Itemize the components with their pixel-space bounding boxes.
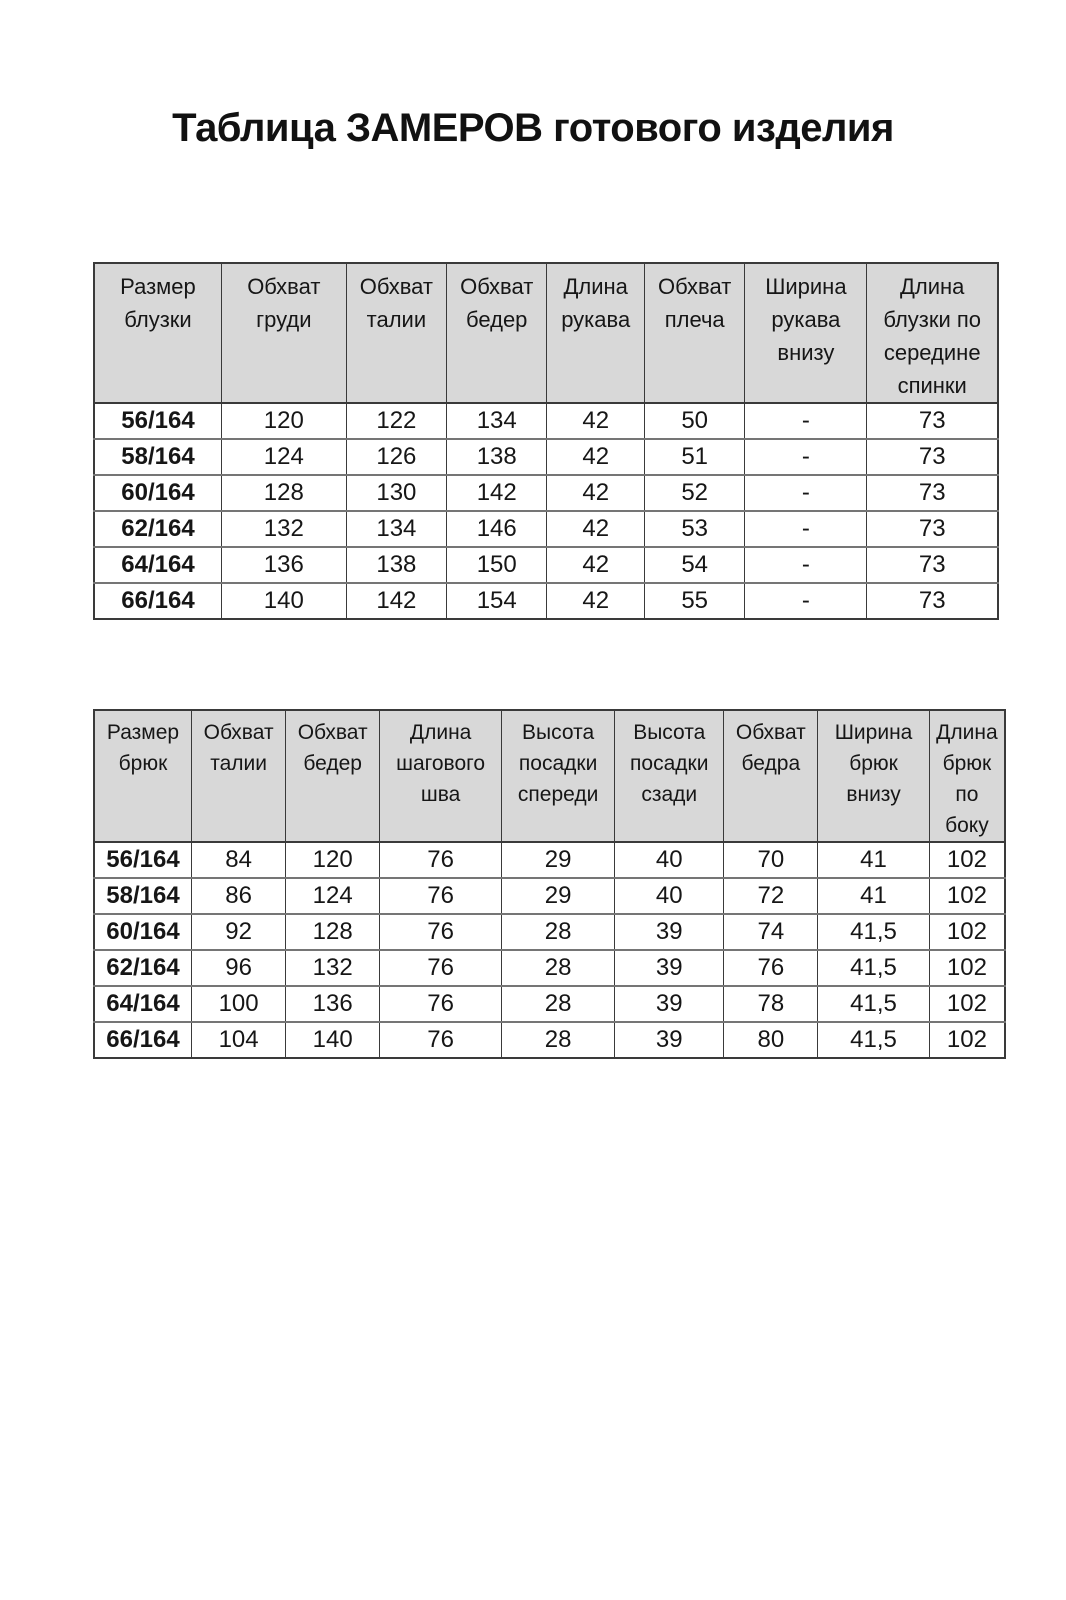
value-cell: 73 <box>867 439 998 475</box>
value-cell: 126 <box>346 439 446 475</box>
value-cell: 39 <box>615 986 724 1022</box>
value-cell: 86 <box>191 878 285 914</box>
value-cell: 80 <box>724 1022 818 1058</box>
value-cell: 50 <box>645 403 745 439</box>
pants-table-body <box>94 842 1005 1058</box>
value-cell: 128 <box>286 914 380 950</box>
value-cell: 76 <box>724 950 818 986</box>
value-cell: 136 <box>221 547 346 583</box>
value-cell: 72 <box>724 878 818 914</box>
value-cell: 76 <box>380 878 502 914</box>
value-cell: 76 <box>380 1022 502 1058</box>
page-title: Таблица ЗАМЕРОВ готового изделия <box>172 106 894 150</box>
value-cell: 42 <box>547 511 645 547</box>
value-cell: - <box>745 583 867 619</box>
value-cell: 42 <box>547 475 645 511</box>
header-cell: Длина шагового шва <box>380 710 502 842</box>
value-cell: 92 <box>191 914 285 950</box>
value-cell: 39 <box>615 1022 724 1058</box>
value-cell: 132 <box>286 950 380 986</box>
value-cell: 28 <box>502 986 615 1022</box>
value-cell: 73 <box>867 583 998 619</box>
size-cell: 58/164 <box>94 878 191 914</box>
header-cell: Высота посадки спереди <box>502 710 615 842</box>
value-cell: 28 <box>502 1022 615 1058</box>
value-cell: - <box>745 403 867 439</box>
value-cell: 40 <box>615 842 724 878</box>
value-cell: 120 <box>221 403 346 439</box>
header-cell: Длина рукава <box>547 263 645 403</box>
value-cell: 138 <box>346 547 446 583</box>
value-cell: 73 <box>867 475 998 511</box>
value-cell: 53 <box>645 511 745 547</box>
header-row <box>94 710 1005 842</box>
header-cell: Обхват талии <box>346 263 446 403</box>
size-cell: 56/164 <box>94 403 221 439</box>
header-cell: Высота посадки сзади <box>615 710 724 842</box>
header-cell: Обхват талии <box>191 710 285 842</box>
value-cell: 120 <box>286 842 380 878</box>
header-cell: Размер блузки <box>94 263 221 403</box>
value-cell: 102 <box>929 842 1005 878</box>
value-cell: - <box>745 439 867 475</box>
pants-table-header <box>94 710 1005 842</box>
value-cell: 41,5 <box>818 986 930 1022</box>
table-row <box>94 475 998 511</box>
header-cell: Обхват груди <box>221 263 346 403</box>
value-cell: 39 <box>615 914 724 950</box>
value-cell: 96 <box>191 950 285 986</box>
value-cell: 102 <box>929 878 1005 914</box>
value-cell: 102 <box>929 986 1005 1022</box>
value-cell: 76 <box>380 914 502 950</box>
table-row <box>94 439 998 475</box>
table-row <box>94 511 998 547</box>
value-cell: 76 <box>380 986 502 1022</box>
value-cell: 136 <box>286 986 380 1022</box>
value-cell: 142 <box>346 583 446 619</box>
value-cell: 51 <box>645 439 745 475</box>
header-cell: Обхват плеча <box>645 263 745 403</box>
value-cell: 41,5 <box>818 914 930 950</box>
value-cell: 41 <box>818 842 930 878</box>
value-cell: 39 <box>615 950 724 986</box>
table-row <box>94 950 1005 986</box>
table-row <box>94 914 1005 950</box>
header-cell: Длина брюк по боку <box>929 710 1005 842</box>
size-cell: 62/164 <box>94 511 221 547</box>
header-row <box>94 263 998 403</box>
size-cell: 66/164 <box>94 1022 191 1058</box>
value-cell: 104 <box>191 1022 285 1058</box>
value-cell: 41 <box>818 878 930 914</box>
table-row <box>94 986 1005 1022</box>
header-cell: Ширина рукава внизу <box>745 263 867 403</box>
value-cell: 124 <box>221 439 346 475</box>
value-cell: 132 <box>221 511 346 547</box>
value-cell: - <box>745 511 867 547</box>
blouse-table-header <box>94 263 998 403</box>
value-cell: 102 <box>929 1022 1005 1058</box>
value-cell: 42 <box>547 403 645 439</box>
value-cell: 52 <box>645 475 745 511</box>
value-cell: 73 <box>867 403 998 439</box>
value-cell: 138 <box>447 439 547 475</box>
value-cell: 42 <box>547 439 645 475</box>
value-cell: 55 <box>645 583 745 619</box>
value-cell: 128 <box>221 475 346 511</box>
value-cell: 28 <box>502 914 615 950</box>
value-cell: 29 <box>502 878 615 914</box>
size-cell: 64/164 <box>94 986 191 1022</box>
value-cell: 73 <box>867 547 998 583</box>
value-cell: 76 <box>380 842 502 878</box>
value-cell: 102 <box>929 914 1005 950</box>
value-cell: 78 <box>724 986 818 1022</box>
value-cell: - <box>745 547 867 583</box>
size-cell: 58/164 <box>94 439 221 475</box>
value-cell: 140 <box>221 583 346 619</box>
size-cell: 64/164 <box>94 547 221 583</box>
value-cell: 154 <box>447 583 547 619</box>
blouse-measurements-table <box>93 262 999 620</box>
header-cell: Обхват бедер <box>447 263 547 403</box>
blouse-table-body <box>94 403 998 619</box>
table-row <box>94 583 998 619</box>
value-cell: 76 <box>380 950 502 986</box>
value-cell: 28 <box>502 950 615 986</box>
value-cell: 124 <box>286 878 380 914</box>
table-row <box>94 547 998 583</box>
size-cell: 66/164 <box>94 583 221 619</box>
size-cell: 56/164 <box>94 842 191 878</box>
value-cell: - <box>745 475 867 511</box>
value-cell: 130 <box>346 475 446 511</box>
table-row <box>94 878 1005 914</box>
value-cell: 73 <box>867 511 998 547</box>
value-cell: 42 <box>547 547 645 583</box>
table-row <box>94 1022 1005 1058</box>
pants-measurements-table <box>93 709 1006 1059</box>
size-cell: 60/164 <box>94 475 221 511</box>
value-cell: 150 <box>447 547 547 583</box>
size-cell: 62/164 <box>94 950 191 986</box>
header-cell: Размер брюк <box>94 710 191 842</box>
value-cell: 70 <box>724 842 818 878</box>
header-cell: Ширина брюк внизу <box>818 710 930 842</box>
value-cell: 142 <box>447 475 547 511</box>
table-row <box>94 403 998 439</box>
header-cell: Длина блузки по середине спинки <box>867 263 998 403</box>
value-cell: 102 <box>929 950 1005 986</box>
value-cell: 84 <box>191 842 285 878</box>
value-cell: 42 <box>547 583 645 619</box>
value-cell: 29 <box>502 842 615 878</box>
value-cell: 41,5 <box>818 950 930 986</box>
value-cell: 140 <box>286 1022 380 1058</box>
value-cell: 134 <box>447 403 547 439</box>
value-cell: 54 <box>645 547 745 583</box>
value-cell: 41,5 <box>818 1022 930 1058</box>
value-cell: 100 <box>191 986 285 1022</box>
value-cell: 40 <box>615 878 724 914</box>
header-cell: Обхват бедра <box>724 710 818 842</box>
size-cell: 60/164 <box>94 914 191 950</box>
header-cell: Обхват бедер <box>286 710 380 842</box>
value-cell: 122 <box>346 403 446 439</box>
value-cell: 146 <box>447 511 547 547</box>
table-row <box>94 842 1005 878</box>
value-cell: 134 <box>346 511 446 547</box>
value-cell: 74 <box>724 914 818 950</box>
